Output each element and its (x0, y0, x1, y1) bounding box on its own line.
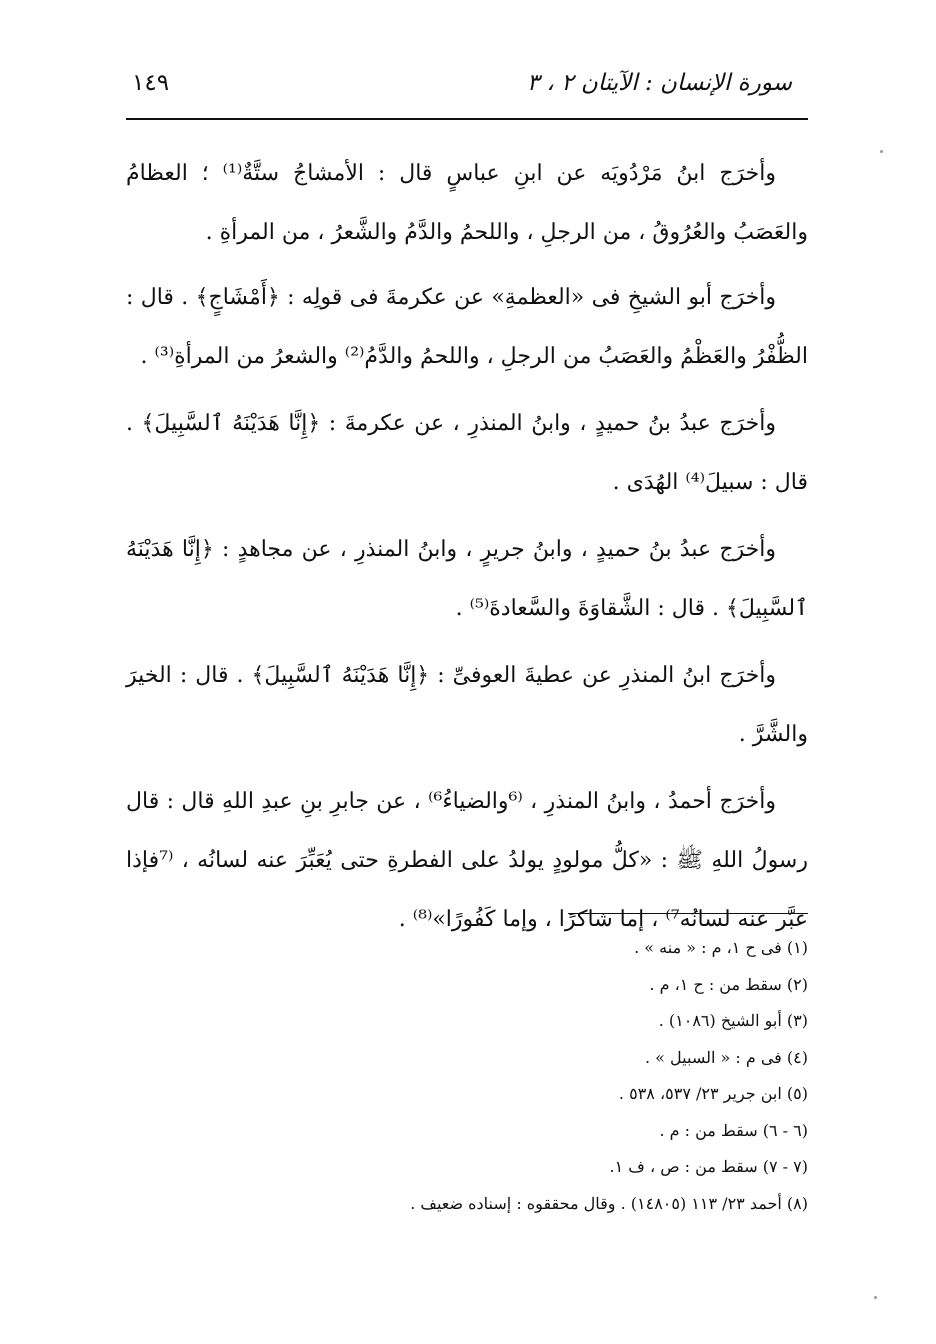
footnote-7: (٧ - ٧) سقط من : ص ، ف ١. (609, 1157, 808, 1176)
footnote-8: (٨) أحمد ٢٣/ ١١٣ (١٤٨٠٥) . وقال محققوه : إسناده ضعيف . (410, 1193, 808, 1213)
footnote-5: (٥) ابن جرير ٢٣/ ٥٣٧، ٥٣٨ . (618, 1084, 808, 1103)
paragraph-3: وأخرَج عبدُ بنُ حميدٍ ، وابنُ المنذرِ ، عن عكرمةَ : ﴿إِنَّا هَدَيْنَهُ ٱلسَّبِيلَ﴾ . قال : سبيلَ⁽⁴⁾ الهُدَى . (126, 411, 808, 495)
footnote-3: (٣) أبو الشيخ (١٠٨٦) . (658, 1011, 808, 1030)
paragraph-1: وأخرَج ابنُ مَرْدُويَه عن ابنِ عباسٍ قال : الأمشاجُ ستَّةٌ⁽¹⁾ ؛ العظامُ والعَصَبُ والعُرُوقُ ، من الرجلِ ، واللحمُ والدَّمُ والشَّعرُ ، من المرأةِ . (126, 161, 808, 245)
footnotes (308, 930, 808, 1222)
paragraph-4: وأخرَج عبدُ بنُ حميدٍ ، وابنُ جريرٍ ، وابنُ المنذرِ ، عن مجاهدٍ : ﴿إِنَّا هَدَيْنَهُ ٱلسَّبِيلَ﴾ . قال : الشَّقاوَةَ والسَّعادةَ⁽⁵⁾ . (126, 537, 808, 621)
paragraph-5: وأخرَج ابنُ المنذرِ عن عطيةَ العوفىِّ : ﴿إِنَّا هَدَيْنَهُ ٱلسَّبِيلَ﴾ . قال : الخيرَ والشَّرَّ . (126, 663, 808, 747)
running-title: سورة الإنسان : الآيتان ٢ ، ٣ (526, 70, 792, 96)
paragraph-2: وأخرَج أبو الشيخِ فى «العظمةِ» عن عكرمةَ فى قولِه : ﴿أَمْشَاجٍ﴾ . قال : الظُّفْرُ والعَظْمُ والعَصَبُ من الرجلِ ، واللحمُ والدَّمُ⁽²⁾ والشعرُ من المرأةِ⁽³⁾ . (126, 285, 808, 369)
footnote-1: (١) فى ح ١، م : « منه » . (634, 938, 808, 957)
scan-speck (874, 1296, 877, 1299)
footnote-2: (٢) سقط من : ح ١، م . (649, 974, 808, 994)
footnote-4: (٤) فى م : « السبيل » . (645, 1047, 808, 1067)
footnote-6: (٦ - ٦) سقط من : م . (659, 1120, 808, 1140)
page-header (126, 62, 808, 114)
page-number: ١٤٩ (132, 70, 170, 96)
main-text (126, 144, 808, 957)
footnote-divider (568, 913, 808, 914)
scan-speck (880, 150, 883, 153)
paragraph-6: وأخرَج أحمدُ ، وابنُ المنذرِ ، ⁽⁶والضياءُ⁶⁾ ، عن جابرِ بنِ عبدِ اللهِ قال : قال رسولُ اللهِ ﷺ : «كلُّ مولودٍ يولدُ على الفطرةِ حتى يُعَبِّرَ عنه لسانُه ، ⁽⁷فإذا عبَّر عنه لسانُه⁷⁾ ، إما شاكرًا ، وإما كَفُورًا»⁽⁸⁾ . (126, 789, 808, 932)
header-divider (126, 118, 808, 120)
